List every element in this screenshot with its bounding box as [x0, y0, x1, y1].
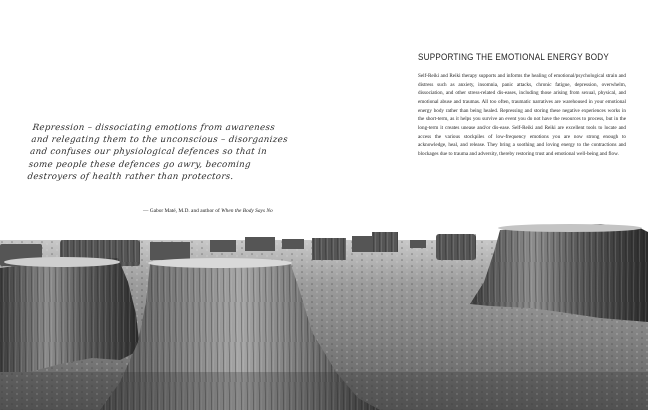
tree-stumps-photo	[0, 222, 648, 410]
pull-quote: Repression – dissociating emotions from awareness and relegating them to the unconscious – disorganizes and confuses our physiological defences so that in some people these defences go awry, becoming destroyers of health rather than protectors.	[26, 123, 289, 182]
quote-attribution	[143, 208, 303, 214]
body-paragraph: Self-Reiki and Reiki therapy supports and informs the healing of emotional/psychological strain and distress such as anxiety, insomnia, panic attacks, chronic fatigue, depression, overwhelm, dissociation, and other stress-related dis-eases, including those arising from sexual, physical, and emotional abuse and traumas. All too often, traumatic narratives are warehoused in your emotional energy body rather than being healed. Repressing and storing these negative experiences works in the short-term, as it helps you survive an event you do not have the resources to process, but in the long-term it creates unease and/or dis-ease. Self-Reiki and Reiki are excellent tools to locate and access the various stockpiles of low-frequency emotions you are now strong enough to acknowledge, heal, and release. They bring a soothing and loving energy to the contractions and blockages due to trauma and adversity, thereby restoring trust and emotional well-being and flow.	[418, 73, 626, 157]
section-heading: SUPPORTING THE EMOTIONAL ENERGY BODY	[418, 52, 610, 62]
attribution-author: — Gabor Maté, M.D. and author of	[143, 208, 220, 214]
attribution-book-title: When the Body Says No	[221, 208, 273, 214]
